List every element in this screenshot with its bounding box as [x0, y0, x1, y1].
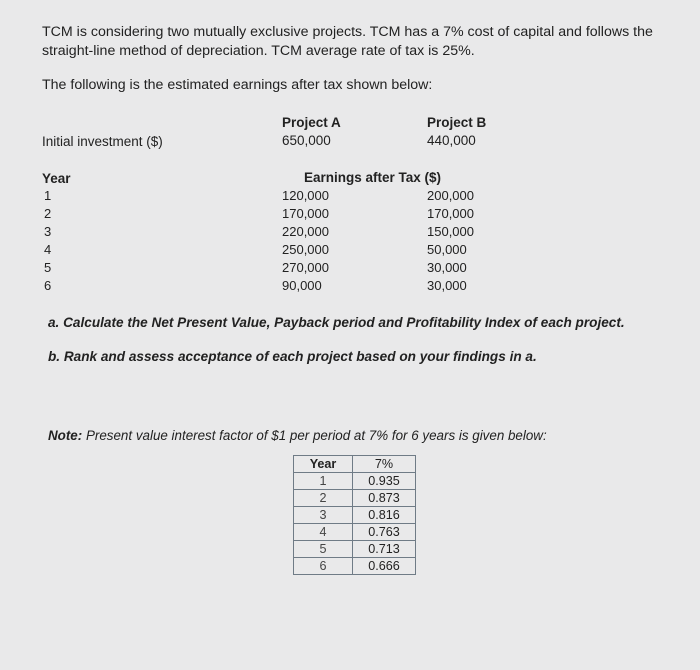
- pvif-factor-cell: 0.763: [353, 524, 416, 541]
- year-header: Year: [42, 171, 71, 186]
- earnings-cell: 270,000: [282, 260, 329, 275]
- project-b-earnings: [427, 187, 474, 295]
- note-label: Note:: [48, 428, 83, 443]
- earnings-cell: 90,000: [282, 278, 322, 293]
- note-line: [48, 428, 547, 443]
- intro-paragraph: TCM is considering two mutually exclusive projects. TCM has a 7% cost of capital and follows the straight-line method of depreciation. TCM average rate of tax is 25%.: [42, 24, 653, 59]
- pvif-row: [294, 524, 416, 541]
- note-text: Present value interest factor of $1 per period at 7% for 6 years is given below:: [85, 428, 547, 443]
- question-b: b. Rank and assess acceptance of each project based on your findings in a.: [48, 349, 537, 364]
- earnings-cell: 220,000: [282, 224, 329, 239]
- pvif-factor-cell: 0.935: [353, 473, 416, 490]
- question-a: a. Calculate the Net Present Value, Payback period and Profitability Index of each project.: [48, 315, 625, 330]
- pvif-year-cell: 5: [294, 541, 353, 558]
- pvif-row: [294, 541, 416, 558]
- year-cell: 1: [44, 188, 52, 203]
- pvif-table: [293, 455, 416, 575]
- earnings-header: Earnings after Tax ($): [304, 170, 442, 185]
- year-cell: 4: [44, 242, 52, 257]
- earnings-cell: 30,000: [427, 260, 467, 275]
- earnings-cell: 150,000: [427, 224, 474, 239]
- project-a-earnings: [282, 187, 329, 295]
- pvif-row: [294, 490, 416, 507]
- initial-investment-label: Initial investment ($): [42, 134, 163, 149]
- pvif-year-cell: 4: [294, 524, 353, 541]
- year-cell: 2: [44, 206, 52, 221]
- earnings-cell: 200,000: [427, 188, 474, 203]
- year-cell: 6: [44, 278, 52, 293]
- earnings-cell: 30,000: [427, 278, 467, 293]
- earnings-years: [44, 187, 51, 295]
- pvif-rate-header: 7%: [353, 456, 416, 473]
- earnings-cell: 170,000: [282, 206, 329, 221]
- pvif-header-row: [294, 456, 416, 473]
- pvif-factor-cell: 0.666: [353, 558, 416, 575]
- project-a-header: Project A: [282, 115, 341, 130]
- pvif-row: [294, 558, 416, 575]
- intro-lead: The following is the estimated earnings after tax shown below:: [42, 77, 433, 93]
- earnings-cell: 250,000: [282, 242, 329, 257]
- pvif-row: [294, 507, 416, 524]
- year-cell: 5: [44, 260, 52, 275]
- pvif-row: [294, 473, 416, 490]
- earnings-cell: 50,000: [427, 242, 467, 257]
- project-b-header: Project B: [427, 115, 487, 130]
- pvif-factor-cell: 0.713: [353, 541, 416, 558]
- pvif-year-cell: 2: [294, 490, 353, 507]
- earnings-cell: 120,000: [282, 188, 329, 203]
- earnings-cell: 170,000: [427, 206, 474, 221]
- pvif-year-cell: 3: [294, 507, 353, 524]
- pvif-year-cell: 1: [294, 473, 353, 490]
- pvif-year-cell: 6: [294, 558, 353, 575]
- project-a-investment: 650,000: [282, 133, 331, 148]
- year-cell: 3: [44, 224, 52, 239]
- pvif-year-header: Year: [294, 456, 353, 473]
- pvif-factor-cell: 0.816: [353, 507, 416, 524]
- pvif-factor-cell: 0.873: [353, 490, 416, 507]
- project-b-investment: 440,000: [427, 133, 476, 148]
